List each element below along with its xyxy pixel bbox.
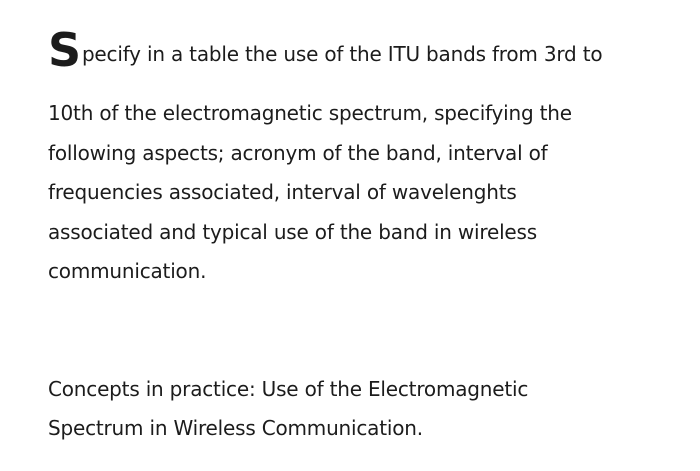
question-first-line (48, 14, 688, 77)
question-line: following aspects; acronym of the band, interval of (48, 140, 548, 165)
concepts-line: Spectrum in Wireless Communication. (48, 416, 423, 440)
question-body (48, 94, 688, 292)
question-line: frequencies associated, interval of wavelenghts (48, 180, 517, 204)
question-line: communication. (48, 259, 207, 283)
concepts-line: Concepts in practice: Use of the Electromagnetic (48, 376, 529, 401)
drop-cap-letter: S (48, 23, 81, 77)
document-content (48, 14, 688, 469)
question-first-line-text: pecify in a table the use of the ITU bands from 3rd to (81, 42, 603, 66)
question-paragraph (48, 14, 688, 292)
concepts-paragraph (48, 370, 688, 449)
question-line: 10th of the electromagnetic spectrum, specifying the (48, 101, 572, 125)
question-line: associated and typical use of the band in wireless (48, 219, 537, 244)
